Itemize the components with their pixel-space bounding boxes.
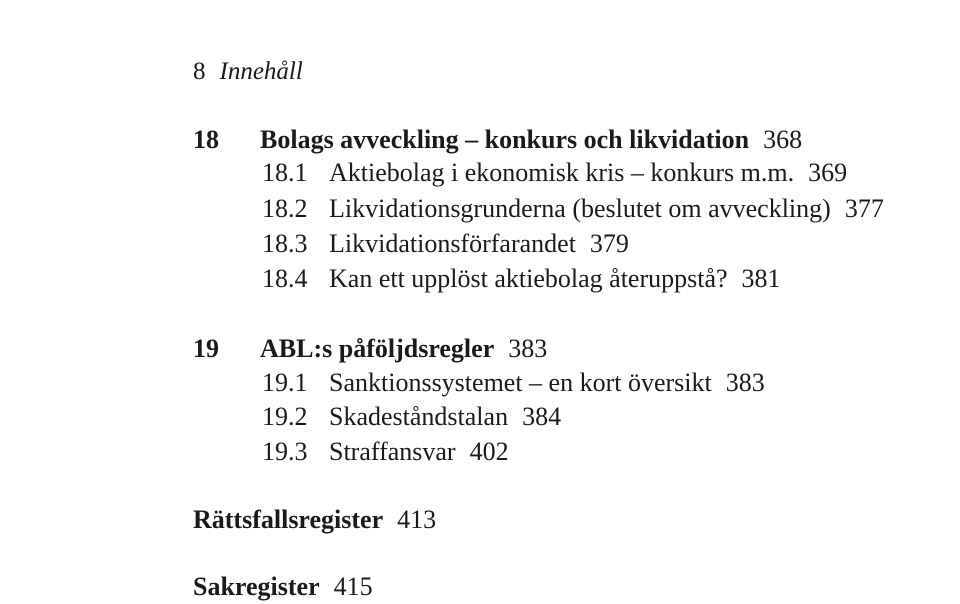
section-number: 18.3 — [262, 229, 308, 258]
toc-section-18-4 — [262, 264, 781, 294]
toc-chapter-18 — [193, 125, 802, 155]
section-number: 19.3 — [262, 437, 308, 466]
header-section-title: Innehåll — [219, 58, 303, 85]
section-page: 384 — [522, 402, 562, 431]
section-number: 19.1 — [262, 368, 308, 397]
section-title: Aktiebolag i ekonomisk kris – konkurs m.m. — [329, 158, 795, 187]
register-title: Sakregister — [193, 572, 320, 601]
section-number: 18.1 — [262, 158, 308, 187]
toc-section-19-3 — [262, 437, 509, 467]
chapter-page: 383 — [508, 334, 548, 363]
chapter-title: Bolags avveckling – konkurs och likvidation — [260, 125, 750, 154]
running-header — [193, 58, 303, 86]
section-page: 402 — [469, 437, 509, 466]
toc-section-18-1 — [262, 158, 847, 188]
register-page: 413 — [397, 505, 437, 534]
section-title: Straffansvar — [329, 437, 456, 466]
chapter-number: 18 — [193, 125, 219, 154]
register-title: Rättsfallsregister — [193, 505, 384, 534]
toc-section-19-2 — [262, 402, 561, 432]
section-title: Sanktionssystemet – en kort översikt — [329, 368, 712, 397]
section-title: Likvidationsgrunderna (beslutet om avveckling) — [329, 194, 831, 223]
toc-section-18-2 — [262, 194, 884, 224]
chapter-page: 368 — [763, 125, 803, 154]
register-page: 415 — [333, 572, 373, 601]
section-page: 369 — [808, 158, 848, 187]
toc-section-18-3 — [262, 229, 629, 259]
toc-register-rattsfall — [193, 505, 436, 535]
section-number: 18.4 — [262, 264, 308, 293]
section-page: 383 — [725, 368, 765, 397]
section-number: 19.2 — [262, 402, 308, 431]
toc-register-sak — [193, 572, 373, 602]
section-title: Kan ett upplöst aktiebolag återuppstå? — [329, 264, 728, 293]
toc-section-19-1 — [262, 368, 765, 398]
section-title: Likvidationsförfarandet — [329, 229, 576, 258]
section-page: 377 — [844, 194, 884, 223]
chapter-number: 19 — [193, 334, 219, 363]
section-number: 18.2 — [262, 194, 308, 223]
section-title: Skadeståndstalan — [329, 402, 509, 431]
toc-chapter-19 — [193, 334, 547, 364]
section-page: 379 — [589, 229, 629, 258]
section-page: 381 — [741, 264, 781, 293]
chapter-title: ABL:s påföljdsregler — [260, 334, 495, 363]
header-page-number: 8 — [193, 58, 206, 85]
